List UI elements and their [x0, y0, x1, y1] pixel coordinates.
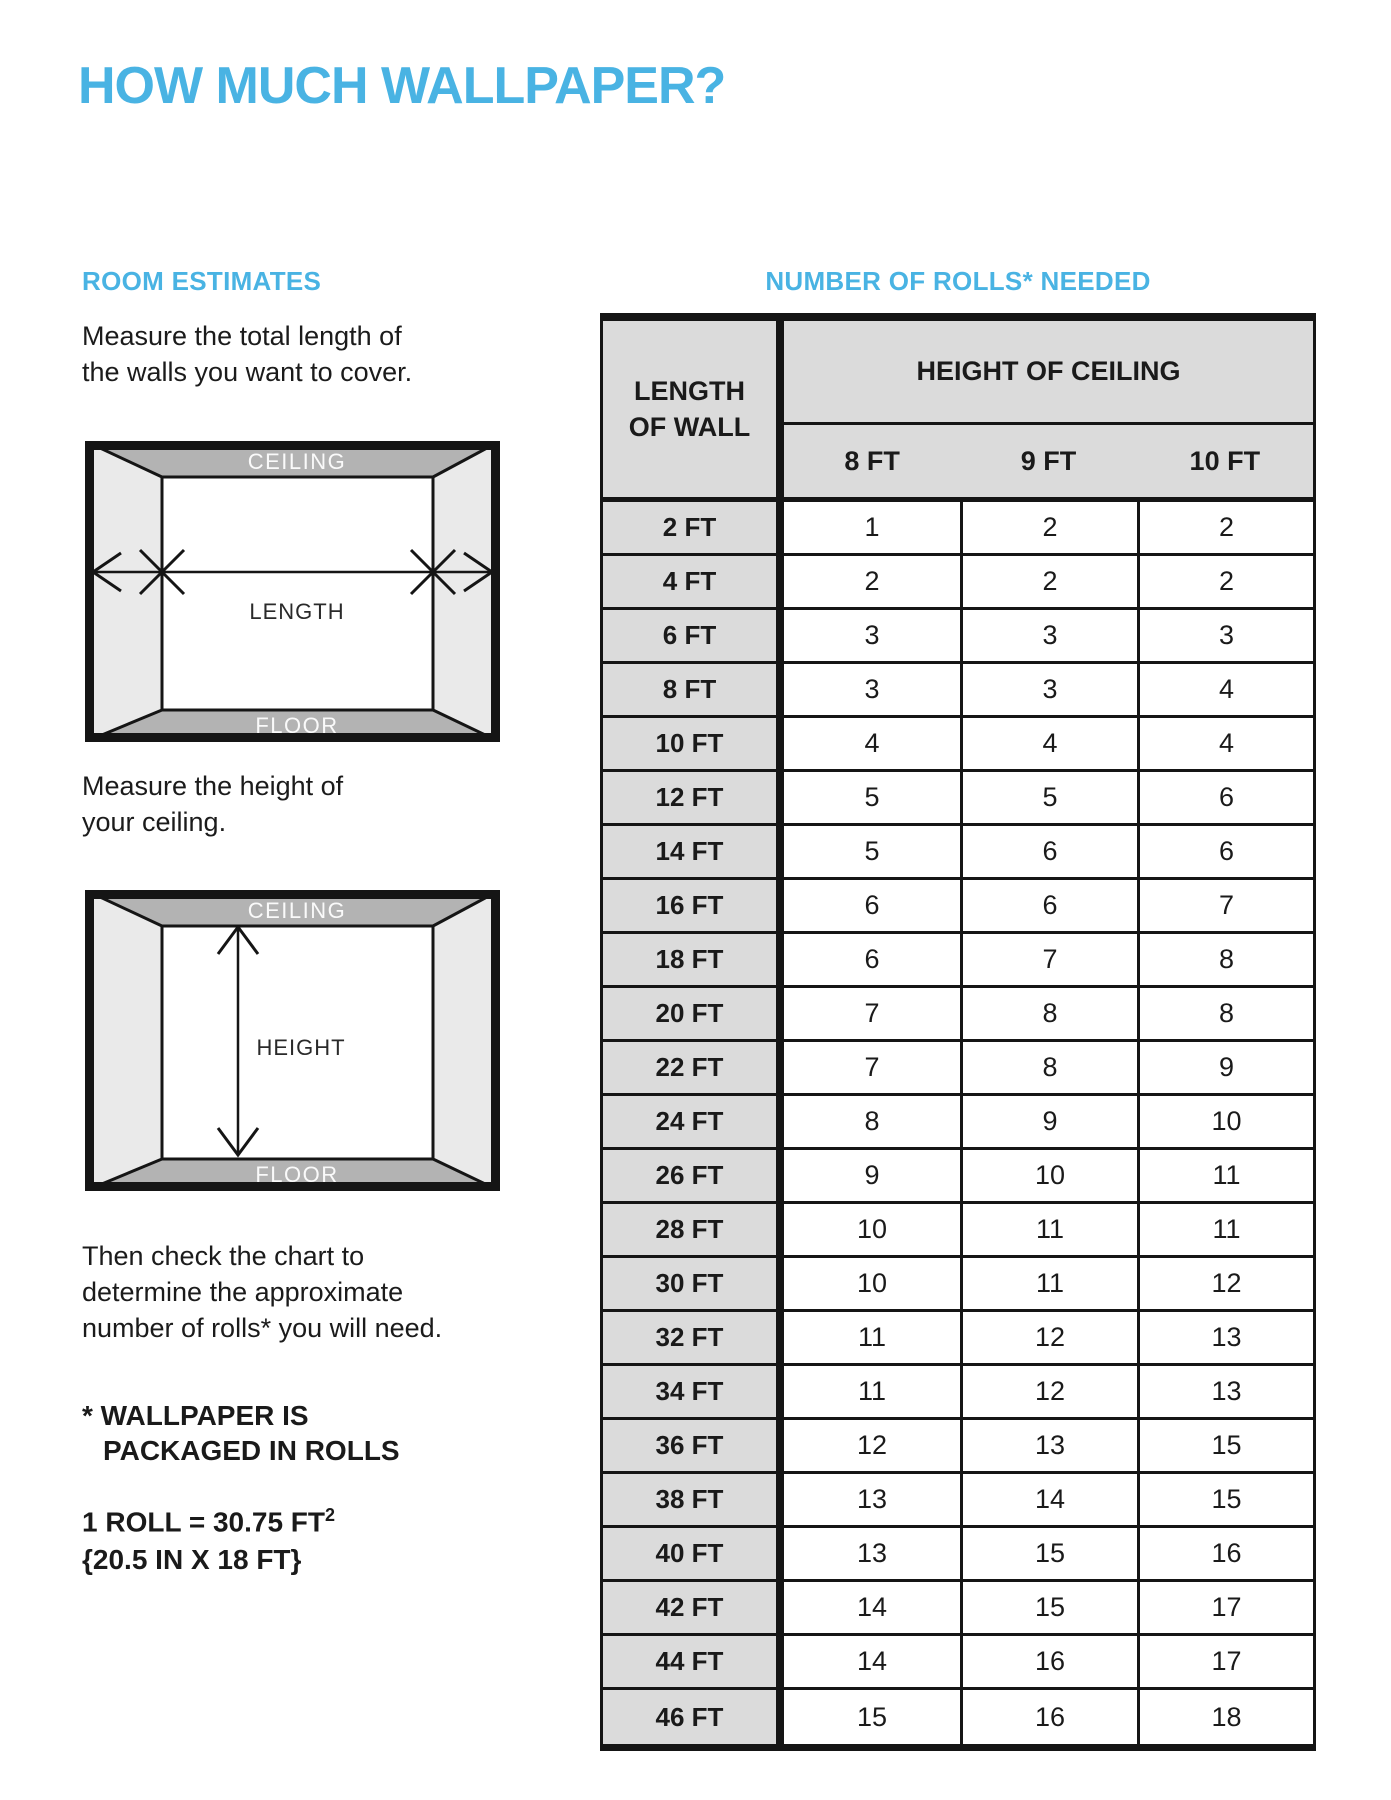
rolls-10ft-cell: 15	[1137, 1420, 1313, 1474]
table-row	[603, 1312, 1313, 1366]
wall-length-cell: 42 FT	[603, 1582, 784, 1636]
rolls-9ft-cell: 6	[960, 826, 1137, 880]
rolls-8ft-cell: 10	[784, 1258, 960, 1312]
rolls-8ft-cell: 14	[784, 1636, 960, 1690]
table-row	[603, 610, 1313, 664]
rolls-8ft-cell: 13	[784, 1528, 960, 1582]
height-label: HEIGHT	[256, 1035, 346, 1060]
rolls-8ft-cell: 4	[784, 718, 960, 772]
rolls-10ft-cell: 2	[1137, 502, 1313, 556]
instruction-line: number of rolls* you will need.	[82, 1313, 443, 1343]
ceiling-height-columns	[784, 425, 1313, 497]
rolls-10ft-cell: 10	[1137, 1096, 1313, 1150]
table-row	[603, 1420, 1313, 1474]
instruction-check-chart	[82, 1238, 442, 1346]
rolls-8ft-cell: 7	[784, 1042, 960, 1096]
instruction-line: determine the approximate	[82, 1277, 404, 1307]
rolls-9ft-cell: 2	[960, 502, 1137, 556]
table-row	[603, 1096, 1313, 1150]
rolls-8ft-cell: 5	[784, 772, 960, 826]
table-row	[603, 1528, 1313, 1582]
instruction-measure-height	[82, 768, 343, 840]
wall-length-cell: 44 FT	[603, 1636, 784, 1690]
rolls-9ft-cell: 16	[960, 1690, 1137, 1744]
table-row	[603, 988, 1313, 1042]
rolls-8ft-cell: 10	[784, 1204, 960, 1258]
wall-length-cell: 16 FT	[603, 880, 784, 934]
table-row	[603, 934, 1313, 988]
rolls-needed-table	[600, 313, 1316, 1751]
instruction-line: Measure the total length of	[82, 321, 402, 351]
rolls-9ft-cell: 11	[960, 1204, 1137, 1258]
wall-length-cell: 32 FT	[603, 1312, 784, 1366]
wall-length-cell: 8 FT	[603, 664, 784, 718]
table-row	[603, 1042, 1313, 1096]
wall-length-cell: 40 FT	[603, 1528, 784, 1582]
rolls-9ft-cell: 3	[960, 664, 1137, 718]
room-perspective-graphic	[85, 441, 500, 742]
rolls-9ft-cell: 7	[960, 934, 1137, 988]
wall-length-cell: 34 FT	[603, 1366, 784, 1420]
wall-length-cell: 20 FT	[603, 988, 784, 1042]
wall-length-cell: 38 FT	[603, 1474, 784, 1528]
floor-label: FLOOR	[255, 1162, 339, 1187]
col-header-9ft: 9 FT	[1020, 445, 1077, 476]
rolls-8ft-cell: 5	[784, 826, 960, 880]
wall-length-cell: 6 FT	[603, 610, 784, 664]
table-row	[603, 1690, 1313, 1744]
table-row	[603, 1366, 1313, 1420]
table-row	[603, 502, 1313, 556]
wall-length-cell: 28 FT	[603, 1204, 784, 1258]
instruction-line: your ceiling.	[82, 807, 227, 837]
wall-length-cell: 14 FT	[603, 826, 784, 880]
rolls-8ft-cell: 7	[784, 988, 960, 1042]
rolls-8ft-cell: 3	[784, 610, 960, 664]
rolls-9ft-cell: 14	[960, 1474, 1137, 1528]
rolls-9ft-cell: 8	[960, 1042, 1137, 1096]
instruction-line: Measure the height of	[82, 771, 344, 801]
footnote-line: * WALLPAPER IS	[82, 1400, 309, 1431]
rolls-10ft-cell: 18	[1137, 1690, 1313, 1744]
rolls-10ft-cell: 11	[1137, 1150, 1313, 1204]
table-header	[603, 321, 1313, 502]
rolls-10ft-cell: 17	[1137, 1582, 1313, 1636]
instruction-line: the walls you want to cover.	[82, 357, 413, 387]
rolls-footnote	[82, 1398, 400, 1468]
table-row	[603, 826, 1313, 880]
table-body	[603, 502, 1313, 1744]
rolls-9ft-cell: 15	[960, 1528, 1137, 1582]
row-header-line: LENGTH	[634, 376, 745, 406]
roll-area-text: 1 ROLL = 30.75 FT	[82, 1506, 326, 1538]
rolls-10ft-cell: 3	[1137, 610, 1313, 664]
rolls-8ft-cell: 12	[784, 1420, 960, 1474]
wall-length-cell: 4 FT	[603, 556, 784, 610]
rolls-8ft-cell: 6	[784, 934, 960, 988]
rolls-10ft-cell: 2	[1137, 556, 1313, 610]
rolls-10ft-cell: 16	[1137, 1528, 1313, 1582]
rolls-9ft-cell: 16	[960, 1636, 1137, 1690]
wall-length-cell: 22 FT	[603, 1042, 784, 1096]
table-row	[603, 772, 1313, 826]
rolls-10ft-cell: 4	[1137, 718, 1313, 772]
footnote-line: PACKAGED IN ROLLS	[103, 1435, 400, 1466]
room-height-diagram	[85, 890, 500, 1196]
rolls-10ft-cell: 9	[1137, 1042, 1313, 1096]
table-row	[603, 718, 1313, 772]
column-headers	[784, 321, 1313, 497]
instruction-measure-length	[82, 318, 412, 390]
rolls-9ft-cell: 10	[960, 1150, 1137, 1204]
instruction-line: Then check the chart to	[82, 1241, 365, 1271]
wall-length-cell: 10 FT	[603, 718, 784, 772]
rolls-8ft-cell: 15	[784, 1690, 960, 1744]
table-row	[603, 556, 1313, 610]
left-wall-surface	[85, 441, 162, 742]
rolls-8ft-cell: 6	[784, 880, 960, 934]
ceiling-label: CEILING	[247, 898, 347, 923]
height-of-ceiling-header: HEIGHT OF CEILING	[784, 321, 1313, 425]
rolls-8ft-cell: 1	[784, 502, 960, 556]
rolls-9ft-cell: 6	[960, 880, 1137, 934]
rolls-8ft-cell: 14	[784, 1582, 960, 1636]
rolls-10ft-cell: 17	[1137, 1636, 1313, 1690]
page-title: HOW MUCH WALLPAPER?	[78, 57, 726, 115]
rolls-8ft-cell: 3	[784, 664, 960, 718]
wall-length-cell: 12 FT	[603, 772, 784, 826]
rolls-9ft-cell: 12	[960, 1312, 1137, 1366]
rolls-9ft-cell: 3	[960, 610, 1137, 664]
roll-dimensions	[82, 1496, 335, 1579]
rolls-8ft-cell: 8	[784, 1096, 960, 1150]
col-header-10ft: 10 FT	[1189, 445, 1261, 476]
roll-area-line	[82, 1496, 335, 1541]
rolls-9ft-cell: 9	[960, 1096, 1137, 1150]
room-length-diagram	[85, 441, 500, 747]
row-header-line: OF WALL	[628, 412, 751, 442]
rolls-9ft-cell: 15	[960, 1582, 1137, 1636]
row-header-length-of-wall	[603, 321, 784, 497]
back-wall	[162, 477, 433, 710]
right-wall-surface	[433, 890, 500, 1191]
rolls-10ft-cell: 6	[1137, 826, 1313, 880]
rolls-10ft-cell: 7	[1137, 880, 1313, 934]
rolls-9ft-cell: 2	[960, 556, 1137, 610]
rolls-10ft-cell: 4	[1137, 664, 1313, 718]
rolls-10ft-cell: 12	[1137, 1258, 1313, 1312]
rolls-needed-heading: NUMBER OF ROLLS* NEEDED	[765, 266, 1151, 296]
rolls-8ft-cell: 9	[784, 1150, 960, 1204]
rolls-9ft-cell: 8	[960, 988, 1137, 1042]
table-row	[603, 1582, 1313, 1636]
wall-length-cell: 46 FT	[603, 1690, 784, 1744]
room-perspective-graphic	[85, 890, 500, 1191]
rolls-10ft-cell: 13	[1137, 1312, 1313, 1366]
rolls-10ft-cell: 8	[1137, 988, 1313, 1042]
ceiling-label: CEILING	[247, 449, 347, 474]
rolls-9ft-cell: 13	[960, 1420, 1137, 1474]
table-row	[603, 664, 1313, 718]
room-estimates-heading: ROOM ESTIMATES	[82, 266, 322, 296]
table-row	[603, 1258, 1313, 1312]
left-wall-surface	[85, 890, 162, 1191]
right-wall-surface	[433, 441, 500, 742]
rolls-8ft-cell: 2	[784, 556, 960, 610]
wall-length-cell: 30 FT	[603, 1258, 784, 1312]
wall-length-cell: 24 FT	[603, 1096, 784, 1150]
table-row	[603, 1474, 1313, 1528]
rolls-8ft-cell: 11	[784, 1366, 960, 1420]
wall-length-cell: 2 FT	[603, 502, 784, 556]
floor-label: FLOOR	[255, 713, 339, 738]
table-row	[603, 1150, 1313, 1204]
table-row	[603, 880, 1313, 934]
table-row	[603, 1636, 1313, 1690]
rolls-10ft-cell: 6	[1137, 772, 1313, 826]
rolls-10ft-cell: 13	[1137, 1366, 1313, 1420]
rolls-9ft-cell: 5	[960, 772, 1137, 826]
rolls-10ft-cell: 11	[1137, 1204, 1313, 1258]
wall-length-cell: 36 FT	[603, 1420, 784, 1474]
wall-length-cell: 18 FT	[603, 934, 784, 988]
table-row	[603, 1204, 1313, 1258]
squared-exponent: 2	[325, 1505, 336, 1525]
rolls-9ft-cell: 11	[960, 1258, 1137, 1312]
rolls-10ft-cell: 15	[1137, 1474, 1313, 1528]
rolls-10ft-cell: 8	[1137, 934, 1313, 988]
rolls-8ft-cell: 11	[784, 1312, 960, 1366]
rolls-9ft-cell: 12	[960, 1366, 1137, 1420]
col-header-8ft: 8 FT	[844, 445, 900, 476]
rolls-8ft-cell: 13	[784, 1474, 960, 1528]
wall-length-cell: 26 FT	[603, 1150, 784, 1204]
length-label: LENGTH	[249, 599, 345, 624]
roll-size-line: {20.5 IN X 18 FT}	[82, 1544, 302, 1576]
rolls-9ft-cell: 4	[960, 718, 1137, 772]
